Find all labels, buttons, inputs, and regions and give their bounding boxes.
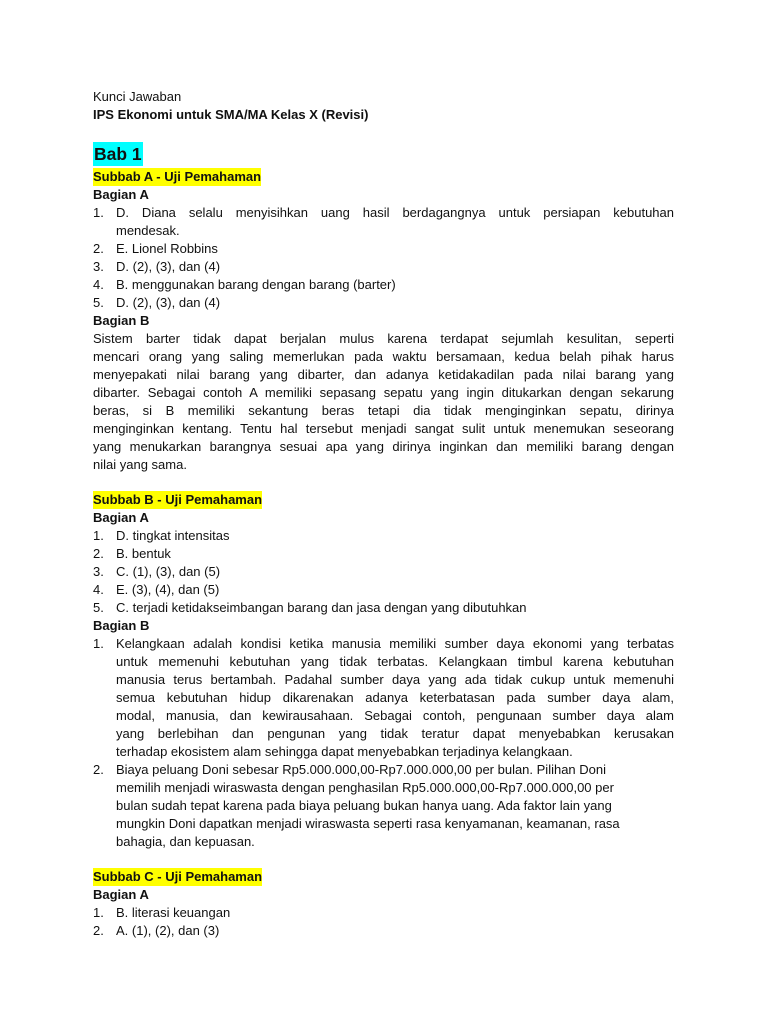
- item-number: 2.: [93, 546, 104, 561]
- list-item: [93, 761, 674, 851]
- bagian-b-label: Bagian B: [93, 313, 150, 328]
- list-item: [93, 635, 674, 761]
- paragraph-line: menginginkan kentang. Tentu hal tersebut menjadi sangat sulit untuk menemukan seseorang: [93, 421, 674, 436]
- document-header: [93, 88, 674, 124]
- essay-paragraph: [93, 330, 674, 474]
- paragraph-line: menyepakati nilai barang yang dibarter, dan adanya ketidakadilan pada nilai barang yang: [93, 367, 674, 382]
- item-text: D. (2), (3), dan (4): [116, 295, 221, 310]
- item-text-line: terhadap ekosistem alam sehingga dapat menyebabkan terjadinya kelangkaan.: [116, 744, 573, 759]
- header-subtitle: IPS Ekonomi untuk SMA/MA Kelas X (Revisi): [93, 107, 369, 122]
- section-subbab-a: [93, 168, 674, 474]
- item-text-line: manusia terus bertambah. Padahal sumber daya yang ada tidak cukup untuk memenuhi: [116, 672, 674, 687]
- item-text-line: semua kebutuhan hidup dikarenakan adanya keterbatasan pada sumber daya alam,: [116, 690, 674, 705]
- list-item: [93, 240, 674, 258]
- item-text-line: Kelangkaan adalah kondisi ketika manusia memiliki sumber daya ekonomi yang terbatas: [116, 636, 674, 651]
- item-number: 1.: [93, 528, 104, 543]
- item-text: C. terjadi ketidakseimbangan barang dan jasa dengan yang dibutuhkan: [116, 600, 527, 615]
- bagian-a-label: Bagian A: [93, 887, 149, 902]
- item-text: D. (2), (3), dan (4): [116, 259, 221, 274]
- header-title: Kunci Jawaban: [93, 89, 182, 104]
- bagian-a-label: Bagian A: [93, 187, 149, 202]
- paragraph-line: Sistem barter tidak dapat berjalan mulus karena terdapat sejumlah kesulitan, seperti: [93, 331, 674, 346]
- item-text-line: modal, manusia, dan kewirausahaan. Sebagai contoh, pengunaan sumber daya alam: [116, 708, 674, 723]
- item-text-line: memilih menjadi wiraswasta dengan penghasilan Rp5.000.000,00-Rp7.000.000,00 per: [116, 780, 614, 795]
- item-text: E. Lionel Robbins: [116, 241, 218, 256]
- list-item: [93, 276, 674, 294]
- item-text-line: D. Diana selalu menyisihkan uang hasil berdagangnya untuk persiapan kebutuhan: [116, 205, 674, 220]
- item-text-line: mendesak.: [116, 223, 180, 238]
- list-item: [93, 527, 674, 545]
- chapter-heading: Bab 1: [94, 144, 142, 164]
- item-number: 1.: [93, 905, 104, 920]
- item-text: B. bentuk: [116, 546, 171, 561]
- item-text-line: untuk memenuhi kebutuhan yang tidak terbatas. Kelangkaan timbul karena kebutuhan: [116, 654, 674, 669]
- list-item: [93, 922, 674, 940]
- item-number: 5.: [93, 600, 104, 615]
- item-text: D. tingkat intensitas: [116, 528, 230, 543]
- item-number: 3.: [93, 259, 104, 274]
- item-number: 1.: [93, 636, 104, 651]
- list-item: [93, 581, 674, 599]
- item-number: 4.: [93, 277, 104, 292]
- list-item: [93, 545, 674, 563]
- item-text: E. (3), (4), dan (5): [116, 582, 220, 597]
- paragraph-line: mencari orang yang saling memerlukan pada waktu bersamaan, kedua belah pihak harus: [93, 349, 674, 364]
- item-text: C. (1), (3), dan (5): [116, 564, 221, 579]
- list-item: [93, 294, 674, 312]
- item-text: B. literasi keuangan: [116, 905, 231, 920]
- spacer: [93, 474, 674, 491]
- section-subbab-c: [93, 868, 674, 940]
- item-text-line: yang berlebihan dan pengunan yang tidak teratur dapat menyebabkan kerusakan: [116, 726, 674, 741]
- item-text-line: mungkin Doni dapatkan menjadi wiraswasta seperti rasa kenyamanan, keamanan, rasa: [116, 816, 620, 831]
- item-text: A. (1), (2), dan (3): [116, 923, 220, 938]
- list-item: [93, 904, 674, 922]
- item-text-line: bulan sudah tepat karena pada biaya peluang bukan hanya uang. Ada faktor lain yang: [116, 798, 612, 813]
- section-subbab-b: [93, 491, 674, 851]
- item-number: 2.: [93, 762, 104, 777]
- item-number: 4.: [93, 582, 104, 597]
- section-title: Subbab B - Uji Pemahaman: [93, 492, 263, 507]
- essay-list: [93, 635, 674, 851]
- item-text-line: Biaya peluang Doni sebesar Rp5.000.000,00-Rp7.000.000,00 per bulan. Pilihan Doni: [116, 762, 607, 777]
- item-text-line: bahagia, dan kepuasan.: [116, 834, 255, 849]
- answer-list: [93, 527, 674, 617]
- answer-list: [93, 204, 674, 312]
- list-item: [93, 258, 674, 276]
- list-item: [93, 599, 674, 617]
- bagian-a-label: Bagian A: [93, 510, 149, 525]
- item-number: 3.: [93, 564, 104, 579]
- list-item: [93, 204, 674, 240]
- chapter-heading-wrap: [93, 142, 674, 168]
- document-content: [93, 88, 674, 940]
- item-number: 2.: [93, 923, 104, 938]
- item-number: 5.: [93, 295, 104, 310]
- paragraph-line: beras, si B memiliki sekantung beras tetapi dia tidak menginginkan sepatu, dirinya: [93, 403, 674, 418]
- bagian-b-label: Bagian B: [93, 618, 150, 633]
- answer-list: [93, 904, 674, 940]
- section-title: Subbab C - Uji Pemahaman: [93, 869, 263, 884]
- paragraph-line: nilai yang sama.: [93, 457, 187, 472]
- list-item: [93, 563, 674, 581]
- paragraph-line: dibarter. Sebagai contoh A memiliki sepasang sepatu yang ingin ditukarkan dengan sekarung: [93, 385, 674, 400]
- item-number: 1.: [93, 205, 104, 220]
- item-number: 2.: [93, 241, 104, 256]
- paragraph-line: yang menukarkan barangnya sesuai apa yang dirinya inginkan dan memiliki barang dengan: [93, 439, 674, 454]
- section-title: Subbab A - Uji Pemahaman: [93, 169, 262, 184]
- spacer: [93, 851, 674, 868]
- item-text: B. menggunakan barang dengan barang (barter): [116, 277, 396, 292]
